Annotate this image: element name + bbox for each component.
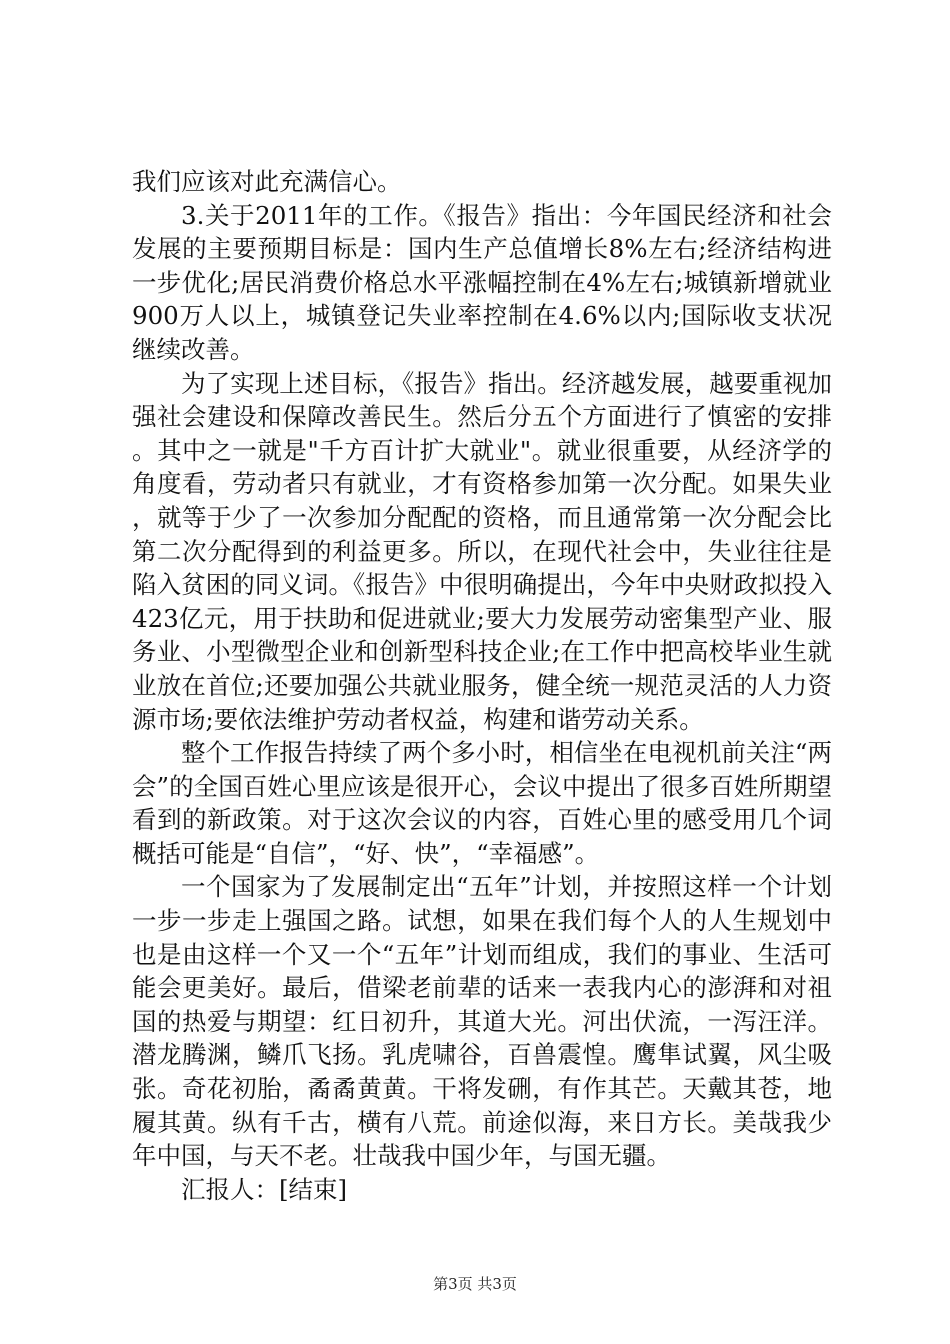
document-body [132, 165, 832, 1206]
paragraph-1: 我们应该对此充满信心。 [132, 167, 402, 196]
paragraph-2: 3.关于2011年的工作。《报告》指出：今年国民经济和社会发展的主要预期目标是：国内生产总值增长8%左右;经济结构进一步优化;居民消费价格总水平涨幅控制在4%左右;城镇新增就业900万人以上，城镇登记失业率控制在4.6%以内;国际收支状况继续改善。 [132, 200, 832, 364]
paragraph-5: 一个国家为了发展制定出“五年”计划，并按照这样一个计划一步一步走上强国之路。试想，如果在我们每个人的人生规划中也是由这样一个又一个“五年”计划而组成，我们的事业、生活可能会更美好。最后，借梁老前辈的话来一表我内心的澎湃和对祖国的热爱与期望：红日初升，其道大光。河出伏流，一泻汪洋。潜龙腾渊，鳞爪飞扬。乳虎啸谷，百兽震惶。鹰隼试翼，风尘吸张。奇花初胎，矞矞黄黄。干将发硎，有作其芒。天戴其苍，地履其黄。纵有千古，横有八荒。前途似海，来日方长。美哉我少年中国，与天不老。壮哉我中国少年，与国无疆。 [132, 872, 832, 1171]
page-number-footer: 第3页 共3页 [433, 1275, 517, 1293]
paragraph-3: 为了实现上述目标，《报告》指出。经济越发展，越要重视加强社会建设和保障改善民生。然后分五个方面进行了慎密的安排。其中之一就是"千方百计扩大就业"。就业很重要，从经济学的角度看，劳动者只有就业，才有资格参加第一次分配。如果失业，就等于少了一次参加分配配的资格，而且通常第一次分配会比第二次分配得到的利益更多。所以，在现代社会中，失业往往是陷入贫困的同义词。《报告》中很明确提出，今年中央财政拟投入423亿元，用于扶助和促进就业;要大力发展劳动密集型产业、服务业、小型微型企业和创新型科技企业;在工作中把高校毕业生就业放在首位;还要加强公共就业服务，健全统一规范灵活的人力资源市场;要依法维护劳动者权益，构建和谐劳动关系。 [132, 368, 832, 734]
paragraph-6: 汇报人：[结束] [181, 1174, 348, 1204]
paragraph-4: 整个工作报告持续了两个多小时，相信坐在电视机前关注“两会”的全国百姓心里应该是很开心，会议中提出了很多百姓所期望看到的新政策。对于这次会议的内容，百姓心里的感受用几个词概括可能是“自信”，“好、快”，“幸福感”。 [132, 738, 832, 868]
